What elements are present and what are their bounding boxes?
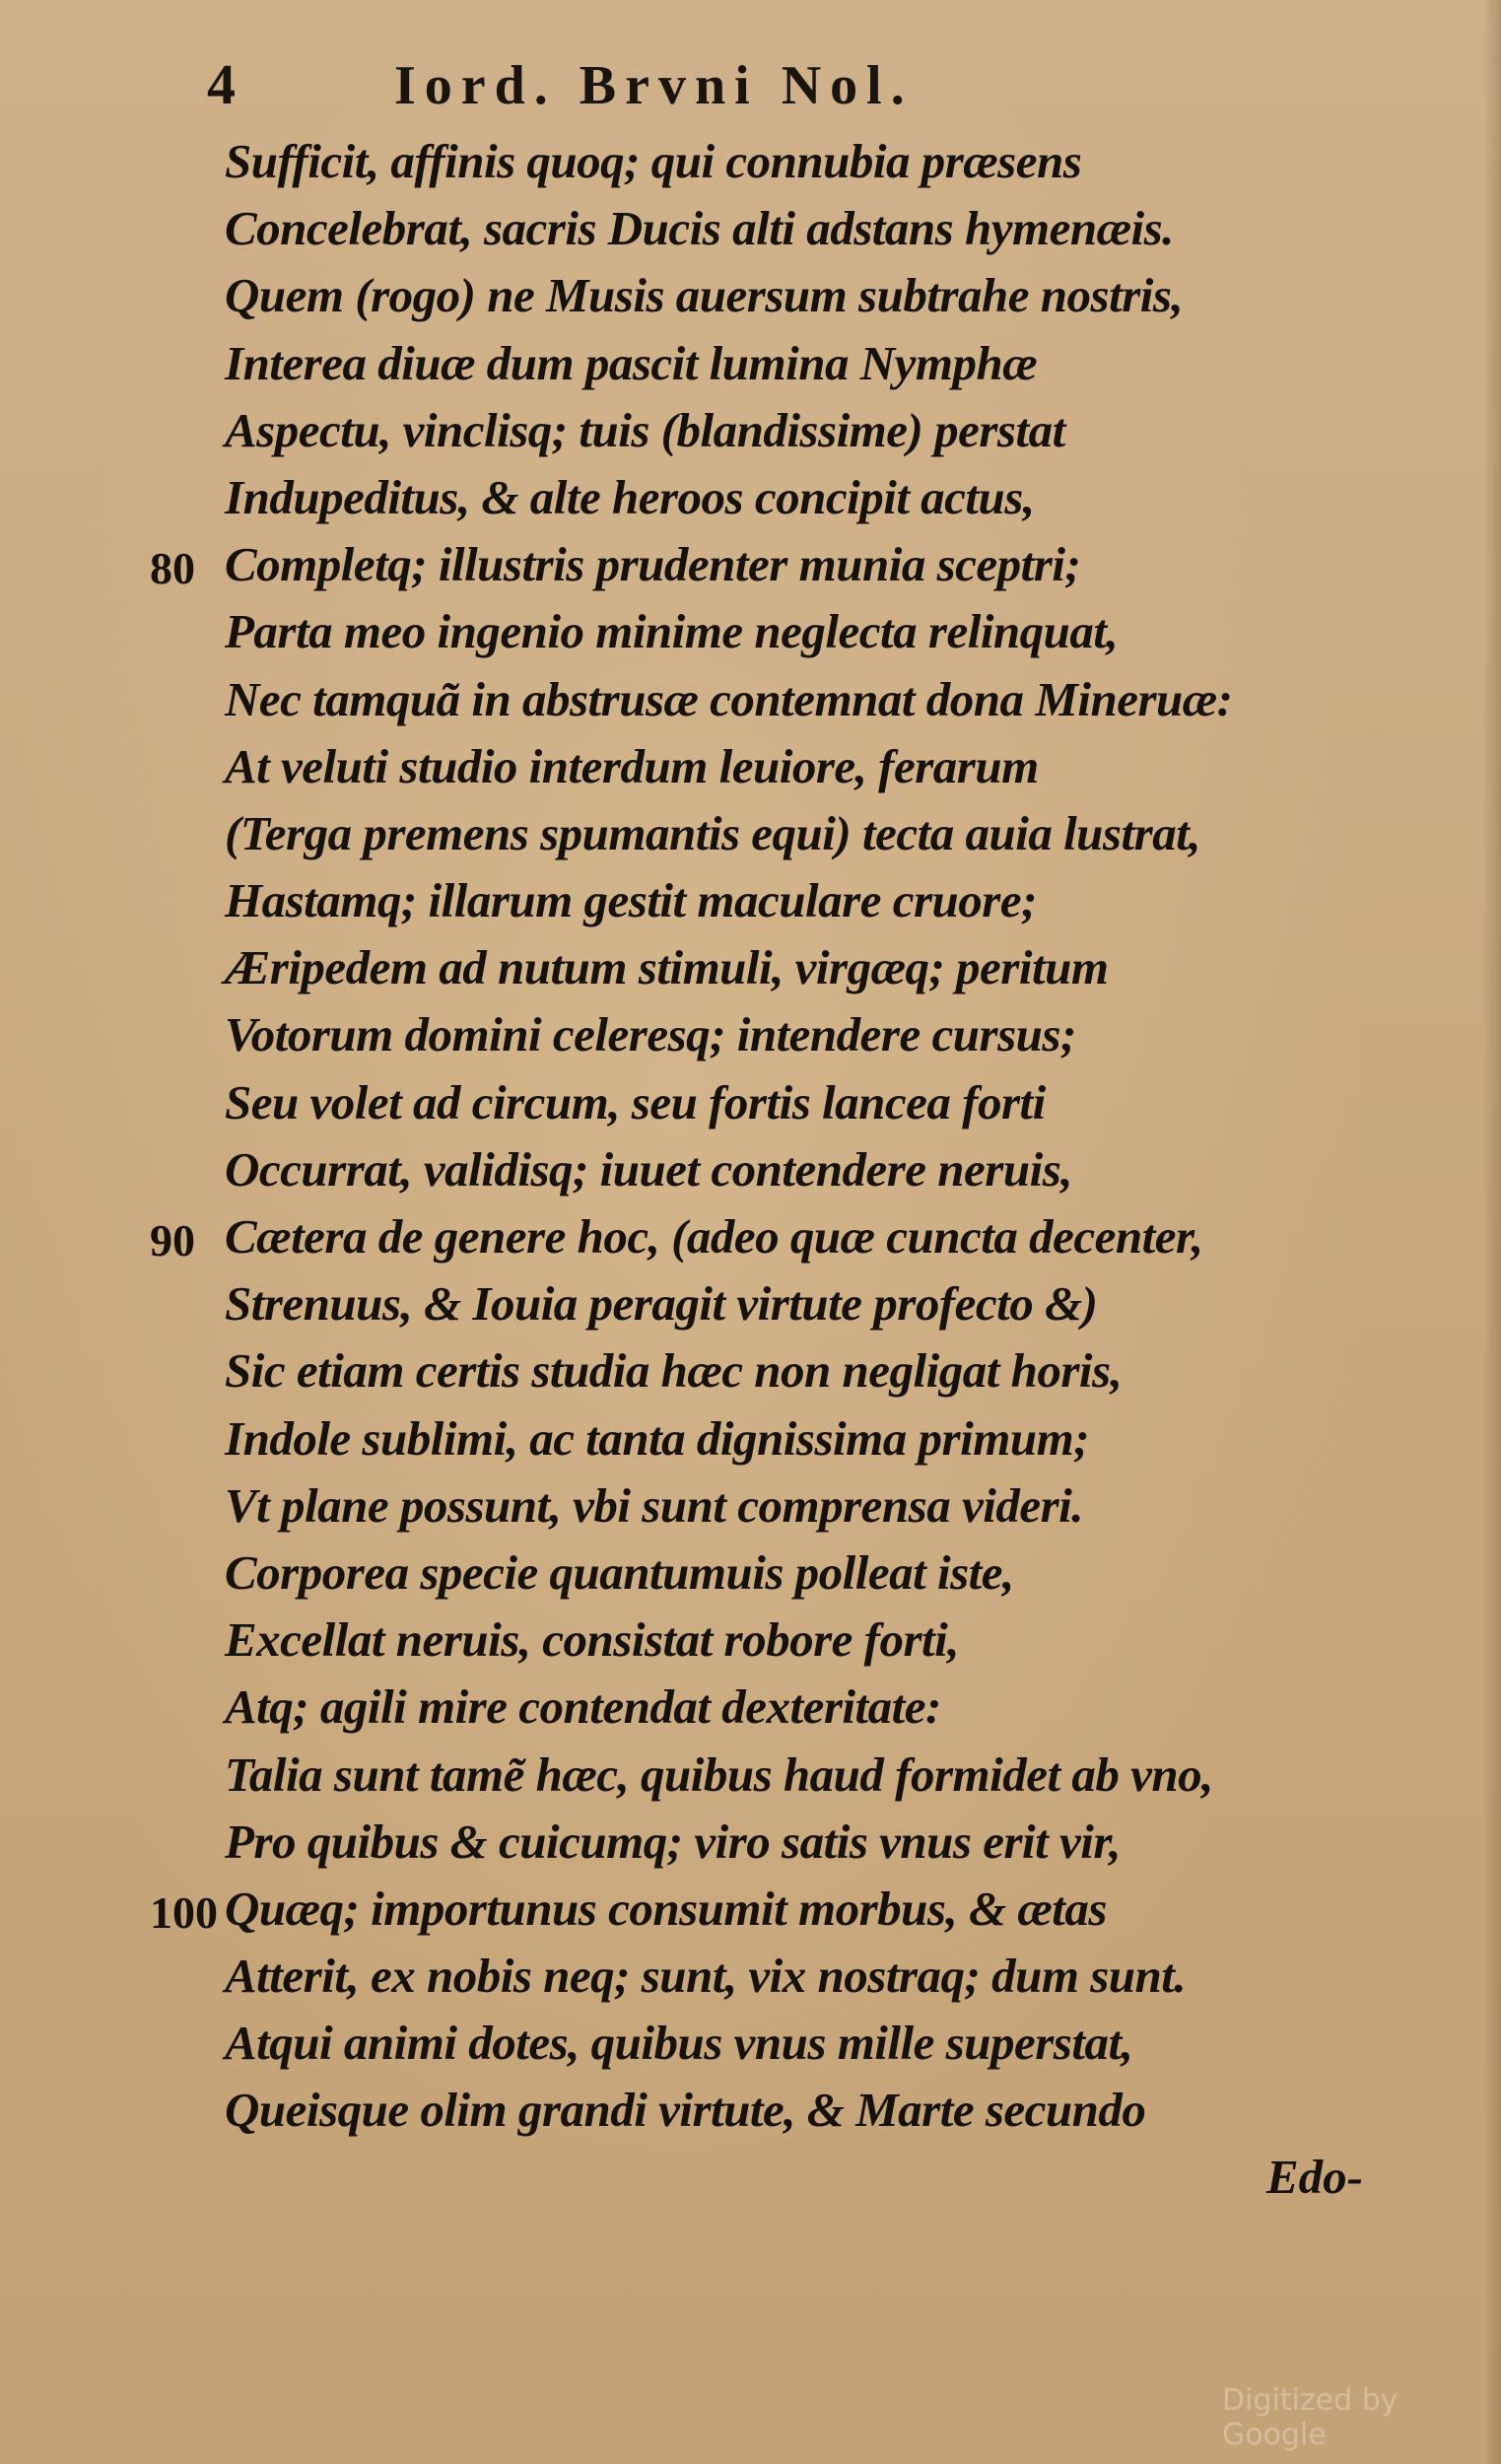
verse-line: Corporea specie quantumuis polleat iste, — [225, 1544, 1014, 1600]
verse-line: Sic etiam certis studia hæc non negligat horis, — [225, 1343, 1123, 1399]
verse-line: (Terga premens spumantis equi) tecta auia lustrat, — [225, 805, 1201, 860]
verse-line: Pro quibus & cuicumq; viro satis vnus erit vir, — [225, 1814, 1121, 1869]
page-edge-shadow — [1483, 0, 1501, 2464]
verse-line: Seu volet ad circum, seu fortis lancea forti — [225, 1074, 1046, 1129]
page-header — [207, 51, 1291, 120]
verse-text — [225, 128, 1407, 2145]
verse-line: Cætera de genere hoc, (adeo quæ cuncta decenter, — [225, 1209, 1203, 1264]
verse-line: Strenuus, & Iouia peragit virtute profecto &) — [225, 1276, 1098, 1332]
verse-line: Sufficit, affinis quoq; qui connubia præsens — [225, 134, 1082, 188]
verse-line: Æripedem ad nutum stimuli, virgæq; peritum — [225, 940, 1109, 995]
verse-line: Completq; illustris prudenter munia sceptri; — [225, 537, 1081, 592]
verse-line: Votorum domini celeresq; intendere cursus; — [225, 1007, 1076, 1062]
line-number: 90 — [150, 1215, 195, 1266]
verse-line: Parta meo ingenio minime neglecta relinquat, — [225, 604, 1119, 659]
running-head: Iord. Brvni Nol. — [394, 55, 914, 116]
verse-line: Indupeditus, & alte heroos concipit actus, — [225, 469, 1035, 524]
line-number: 80 — [150, 543, 195, 594]
verse-line: Quæq; importunus consumit morbus, & ætas — [225, 1881, 1107, 1936]
page-number: 4 — [207, 52, 236, 116]
verse-line: Aspectu, vinclisq; tuis (blandissime) perstat — [225, 402, 1065, 457]
verse-line: Atterit, ex nobis neq; sunt, vix nostraq; dum sunt. — [225, 1949, 1187, 2004]
verse-line: Talia sunt tamẽ hæc, quibus haud formidet ab vno, — [225, 1746, 1213, 1802]
verse-line: Concelebrat, sacris Ducis alti adstans hymenæis. — [225, 201, 1174, 256]
verse-line: Indole sublimi, ac tanta dignissima primum; — [225, 1410, 1090, 1466]
line-number: 100 — [150, 1887, 218, 1939]
verse-line: Nec tamquã in abstrusæ contemnat dona Mineruæ: — [225, 671, 1233, 726]
verse-line: Queisque olim grandi virtute, & Marte secundo — [225, 2083, 1146, 2138]
verse-line: Vt plane possunt, vbi sunt comprensa videri. — [225, 1477, 1084, 1533]
verse-line: Atqui animi dotes, quibus vnus mille superstat, — [225, 2016, 1133, 2071]
digitization-watermark: Digitized by Google — [1222, 2383, 1399, 2452]
verse-line: Occurrat, validisq; iuuet contendere neruis, — [225, 1141, 1073, 1197]
verse-line: Quem (rogo) ne Musis auersum subtrahe nostris, — [225, 268, 1184, 323]
verse-line: Interea diuæ dum pascit lumina Nymphæ — [225, 335, 1038, 390]
verse-line: At veluti studio interdum leuiore, ferarum — [225, 738, 1039, 793]
catchword: Edo- — [1266, 2150, 1363, 2204]
verse-line: Excellat neruis, consistat robore forti, — [225, 1612, 960, 1668]
verse-line: Atq; agili mire contendat dexteritate: — [225, 1679, 941, 1735]
verse-line: Hastamq; illarum gestit maculare cruore; — [225, 873, 1037, 928]
